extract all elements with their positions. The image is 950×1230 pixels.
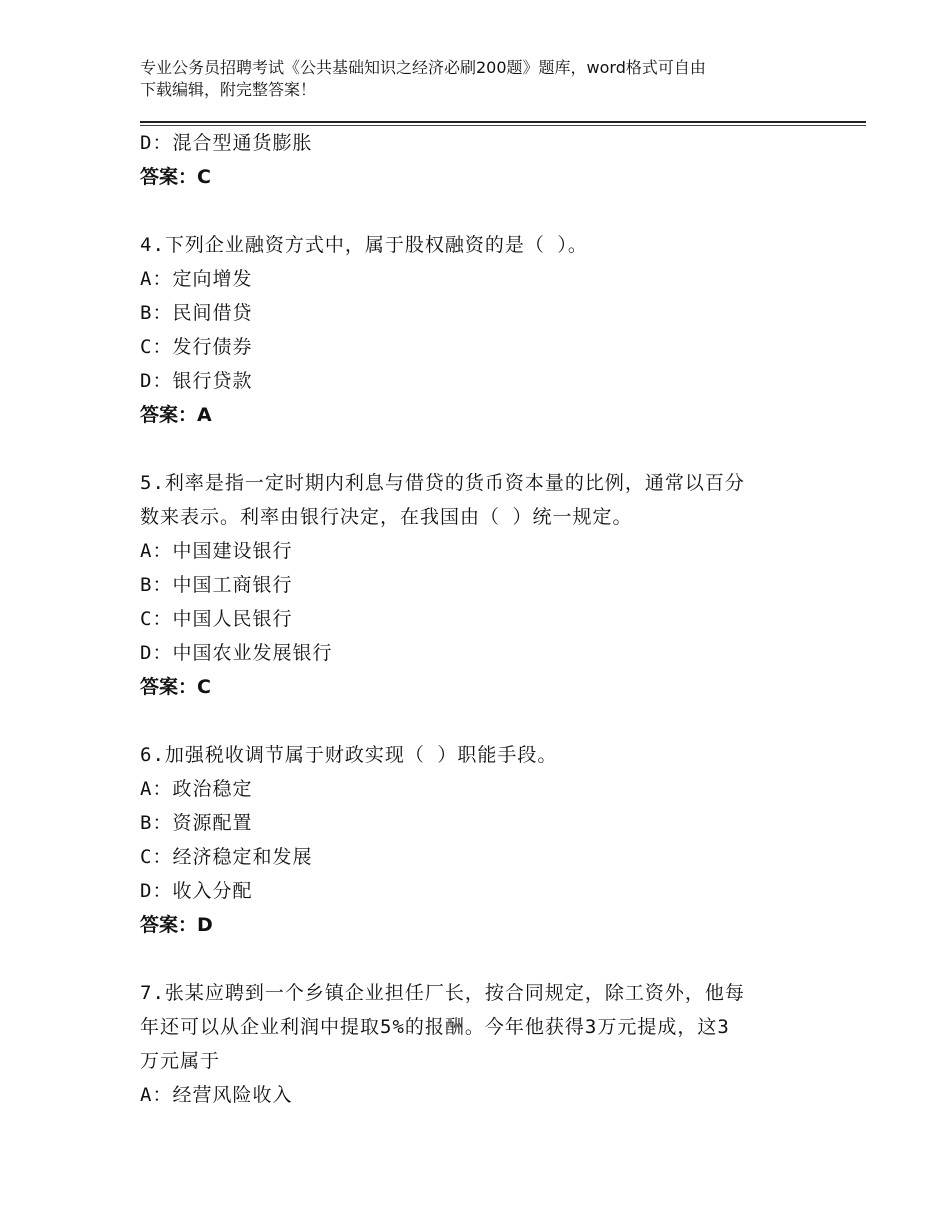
option-a: A：中国建设银行 <box>140 540 293 562</box>
question-stem-line-1: 7.张某应聘到一个乡镇企业担任厂长，按合同规定，除工资外，他每 <box>140 982 745 1004</box>
question-content <box>140 126 800 1112</box>
option-c: C：经济稳定和发展 <box>140 846 313 868</box>
answer: 答案：A <box>140 404 212 426</box>
prev-answer: 答案：C <box>140 166 211 188</box>
option-a: A：政治稳定 <box>140 778 253 800</box>
option-a: A：定向增发 <box>140 268 253 290</box>
question-stem-line-3: 万元属于 <box>140 1050 221 1072</box>
header-line-2: 下载编辑，附完整答案！ <box>140 80 317 99</box>
prev-option-d: D：混合型通货膨胀 <box>140 132 313 154</box>
option-d: D：中国农业发展银行 <box>140 642 333 664</box>
option-d: D：收入分配 <box>140 880 253 902</box>
option-c: C：中国人民银行 <box>140 608 293 630</box>
question-5 <box>140 466 800 704</box>
spacer <box>140 194 800 228</box>
option-a: A：经营风险收入 <box>140 1084 293 1106</box>
question-4 <box>140 228 800 432</box>
option-b: B：资源配置 <box>140 812 253 834</box>
option-b: B：中国工商银行 <box>140 574 293 596</box>
page-header <box>140 57 805 101</box>
header-rule-thick <box>140 121 866 123</box>
question-stem-line-2: 数来表示。利率由银行决定，在我国由（ ）统一规定。 <box>140 506 633 528</box>
spacer <box>140 942 800 976</box>
question-7 <box>140 976 800 1112</box>
header-line-1: 专业公务员招聘考试《公共基础知识之经济必刷200题》题库，word格式可自由 <box>140 58 706 77</box>
option-b: B：民间借贷 <box>140 302 253 324</box>
question-stem-line-1: 5.利率是指一定时期内利息与借贷的货币资本量的比例，通常以百分 <box>140 472 745 494</box>
question-stem-line-2: 年还可以从企业利润中提取5%的报酬。今年他获得3万元提成，这3 <box>140 1016 730 1038</box>
question-6 <box>140 738 800 942</box>
option-d: D：银行贷款 <box>140 370 253 392</box>
question-stem: 4.下列企业融资方式中，属于股权融资的是（ ）。 <box>140 234 588 256</box>
spacer <box>140 432 800 466</box>
option-c: C：发行债券 <box>140 336 253 358</box>
answer: 答案：D <box>140 914 213 936</box>
answer: 答案：C <box>140 676 211 698</box>
spacer <box>140 704 800 738</box>
question-stem: 6.加强税收调节属于财政实现（ ）职能手段。 <box>140 744 558 766</box>
